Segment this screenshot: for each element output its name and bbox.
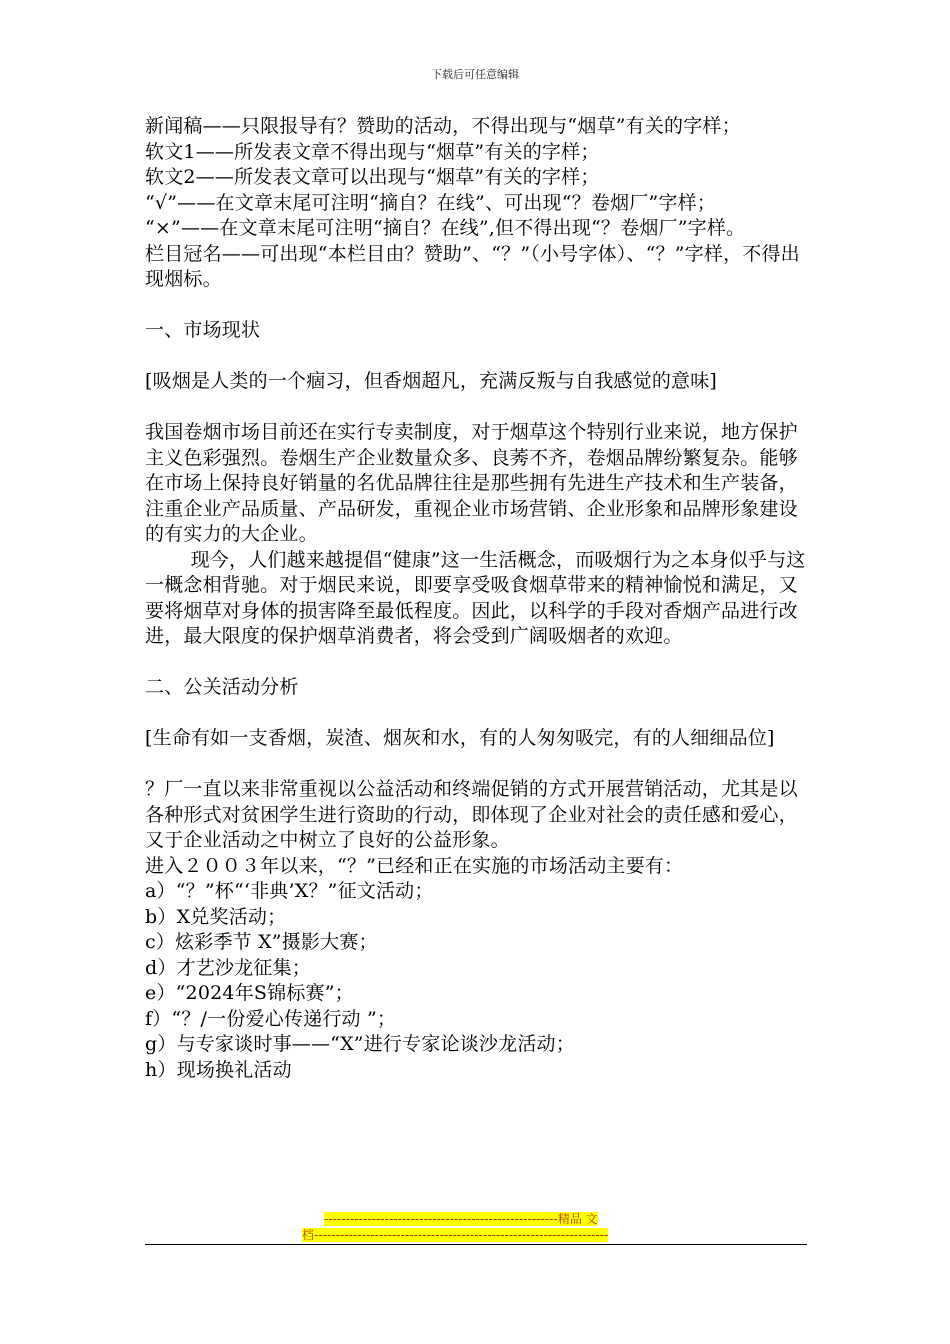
page-header: 下载后可任意编辑 [431,68,519,81]
document-body [145,114,810,1083]
list-item: a）“？”杯“‘非典’X？”征文活动； [145,880,434,902]
paragraph-softtext-1: 软文1——所发表文章不得出现与“烟草”有关的字样； [145,140,600,163]
section-heading-pr-analysis: 二、公关活动分析 [145,676,299,698]
list-item: d）才艺沙龙征集； [145,956,311,979]
list-item: g）与专家谈时事——“X”进行专家论谈沙龙活动； [145,1033,575,1055]
list-item: f）“？/一份爱心传递行动 ”； [145,1007,397,1030]
footer-divider [145,1244,807,1245]
list-item: c）炫彩季节 X”摄影大赛； [145,931,378,953]
paragraph-softtext-2: 软文2——所发表文章可以出现与“烟草”有关的字样； [145,166,600,188]
page-footer [302,1211,652,1243]
quote-market-status: [吸烟是人类的一个痼习，但香烟超凡，充满反叛与自我感觉的意味] [145,370,718,392]
paragraph-activities-intro: 进入２００３年以来，“？”已经和正在实施的市场活动主要有： [145,854,684,877]
paragraph-factory-activities: ？厂一直以来非常重视以公益活动和终端促销的方式开展营销活动，尤其是以各种形式对贫困学生进行资助的行动，即体现了企业对社会的责任感和爱心，又于企业活动之中树立了良好的公益形象。 [145,778,798,851]
footer-line-2: 档-------------------------------------------------------------------- [302,1228,609,1242]
paragraph-press-release: 新闻稿——只限报导有？赞助的活动，不得出现与“烟草”有关的字样； [145,115,741,137]
paragraph-column-sponsorship: 栏目冠名——可出现“本栏目由？赞助”、“？”（小号字体）、“？”字样，不得出现烟标。 [145,242,800,290]
paragraph-check-mark-rule: “√”——在文章末尾可注明“摘自？在线”、可出现“？卷烟厂”字样； [145,191,716,214]
list-item: h）现场换礼活动 [145,1058,292,1081]
footer-line-1: ------------------------------------------------------精品 文 [324,1212,598,1226]
list-item: b）X兑奖活动； [145,905,287,928]
quote-pr-analysis: [生命有如一支香烟，炭渣、烟灰和水，有的人匆匆吸完，有的人细细品位] [145,727,775,749]
paragraph-health-concept: 现今，人们越来越提倡“健康”这一生活概念，而吸烟行为之本身似乎与这一概念相背驰。对于烟民来说，即要享受吸食烟草带来的精神愉悦和满足，又要将烟草对身体的损害降至最低程度。因此，以科学的手段对香烟产品进行改进，最大限度的保护烟草消费者，将会受到广阔吸烟者的欢迎。 [145,548,806,647]
paragraph-cross-mark-rule: “×”——在文章末尾可注明“摘自？在线”,但不得出现“？卷烟厂”字样。 [145,217,746,239]
list-item: e）“2024年S锦标赛”； [145,982,354,1004]
section-heading-market-status: 一、市场现状 [145,319,261,341]
paragraph-market-overview: 我国卷烟市场目前还在实行专卖制度，对于烟草这个特别行业来说，地方保护主义色彩强烈。卷烟生产企业数量众多、良莠不齐，卷烟品牌纷繁复杂。能够在市场上保持良好销量的名优品牌往往是那些拥有先进生产技术和生产装备，注重企业产品质量、产品研发，重视企业市场营销、企业形象和品牌形象建设的有实力的大企业。 [145,421,798,545]
